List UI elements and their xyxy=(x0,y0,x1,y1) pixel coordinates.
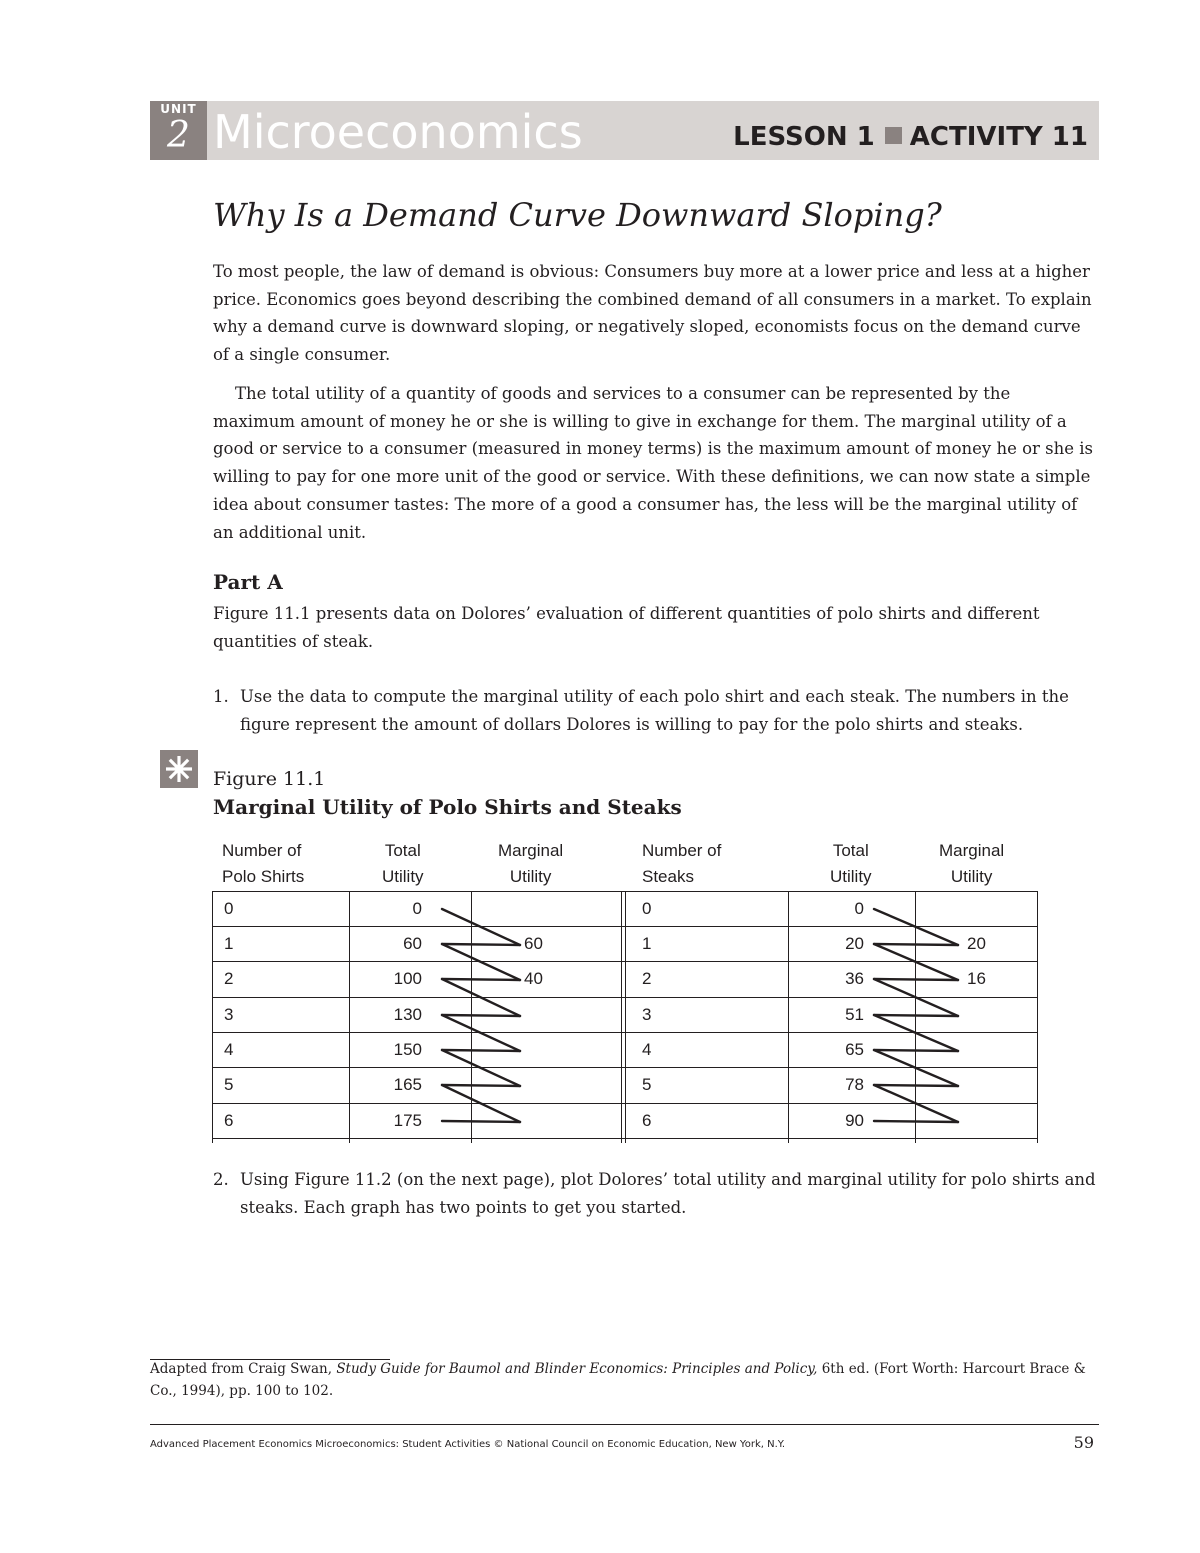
steak-connector-horizontal xyxy=(874,1121,958,1122)
polo-connector-horizontal xyxy=(442,1050,520,1051)
header-steak-total: Total Utility xyxy=(830,841,872,886)
table-cell-steak-tu: 65 xyxy=(845,1040,864,1059)
table-cell-polo-qty: 3 xyxy=(224,1005,234,1024)
footer-text: Advanced Placement Economics Microeconomics: Student Activities © National Council on Economic Education, New York, N.Y. xyxy=(150,1439,786,1450)
polo-connector-horizontal xyxy=(442,944,520,945)
table-cell-polo-tu: 150 xyxy=(393,1040,422,1059)
table-cell-polo-tu: 100 xyxy=(393,969,422,988)
table-cell-polo-tu: 60 xyxy=(403,934,422,953)
unit-label: UNIT xyxy=(160,102,197,116)
table-cell-polo-qty: 5 xyxy=(224,1075,234,1094)
table-cell-polo-tu: 165 xyxy=(393,1075,422,1094)
table-cell-steak-tu: 36 xyxy=(845,969,864,988)
figure-title: Marginal Utility of Polo Shirts and Steaks xyxy=(213,795,682,819)
question-1 xyxy=(213,683,1098,738)
steak-connector-horizontal xyxy=(874,1015,958,1016)
table-cell-steak-mu: 16 xyxy=(967,969,986,988)
page-number: 59 xyxy=(1073,1433,1094,1452)
question-text: Using Figure 11.2 (on the next page), plot Dolores’ total utility and marginal utility for polo shirts and steaks. Each graph has two points to get you started. xyxy=(240,1170,1096,1217)
table-cell-steak-qty: 6 xyxy=(642,1111,652,1130)
table-cell-polo-qty: 0 xyxy=(224,899,234,918)
table-cell-steak-tu: 51 xyxy=(845,1005,864,1024)
table-cell-steak-qty: 4 xyxy=(642,1040,652,1059)
question-text: Use the data to compute the marginal utility of each polo shirt and each steak. The numbers in the figure represent the amount of dollars Dolores is willing to pay for the polo shirts and steaks. xyxy=(240,687,1069,734)
header-steak-marginal: Marginal Utility xyxy=(939,841,1005,886)
table-cell-steak-mu: 20 xyxy=(967,934,986,953)
unit-number: 2 xyxy=(167,115,190,156)
table-cell-steak-tu: 90 xyxy=(845,1111,864,1130)
table-cell-steak-qty: 3 xyxy=(642,1005,652,1024)
part-a-text: Figure 11.1 presents data on Dolores’ evaluation of different quantities of polo shirts and different quantities of steak. xyxy=(213,604,1040,651)
header-polo-qty: Number of Polo Shirts xyxy=(222,841,305,886)
question-2 xyxy=(213,1166,1098,1221)
polo-connector-horizontal xyxy=(442,1085,520,1086)
question-number: 1. xyxy=(213,687,229,706)
question-number: 2. xyxy=(213,1170,229,1189)
table-cell-polo-mu: 60 xyxy=(524,934,543,953)
page-title: Why Is a Demand Curve Downward Sloping? xyxy=(213,196,942,234)
table-cell-polo-tu: 130 xyxy=(393,1005,422,1024)
intro-paragraph-2: The total utility of a quantity of goods and services to a consumer can be represented by the maximum amount of money he or she is willing to give in exchange for them. The marginal utility of a good or service to a consumer (measured in money terms) is the maximum amount of money he or she is willing to pay for one more unit of the good or service. With these definitions, we can now state a simple idea about consumer tastes: The more of a good a consumer has, the less will be the marginal utility of an additional unit. xyxy=(213,384,1094,542)
table-cell-polo-tu: 175 xyxy=(393,1111,422,1130)
header-polo-total: Total Utility xyxy=(382,841,424,886)
unit-title: Microeconomics xyxy=(213,105,583,159)
steak-connector-horizontal xyxy=(874,944,958,945)
square-separator-icon xyxy=(885,127,902,144)
table-cell-steak-qty: 0 xyxy=(642,899,652,918)
polo-connector-horizontal xyxy=(442,979,520,980)
polo-connector-horizontal xyxy=(442,1015,520,1016)
table-cell-steak-tu: 0 xyxy=(854,899,864,918)
header-polo-marginal: Marginal Utility xyxy=(498,841,564,886)
table-cell-steak-qty: 5 xyxy=(642,1075,652,1094)
footer-rule xyxy=(150,1424,1099,1425)
lesson-activity-label xyxy=(733,120,1088,154)
header-steak-qty: Number of Steaks xyxy=(642,841,722,886)
lesson-label: LESSON 1 xyxy=(733,122,875,152)
intro-paragraph-1: To most people, the law of demand is obvious: Consumers buy more at a lower price and less at a higher price. Economics goes beyond describing the combined demand of all consumers in a market. To explain why a demand curve is downward sloping, or negatively sloped, economists focus on the demand curve of a single consumer. xyxy=(213,262,1092,365)
table-cell-polo-qty: 2 xyxy=(224,969,234,988)
steak-connector-horizontal xyxy=(874,1050,958,1051)
table-cell-steak-tu: 78 xyxy=(845,1075,864,1094)
table-cell-polo-qty: 1 xyxy=(224,934,234,953)
part-a-heading: Part A xyxy=(213,570,283,594)
table-cell-polo-qty: 4 xyxy=(224,1040,234,1059)
steak-connector-horizontal xyxy=(874,1085,958,1086)
table-cell-steak-qty: 1 xyxy=(642,934,652,953)
activity-label: ACTIVITY 11 xyxy=(909,122,1088,152)
asterisk-icon xyxy=(160,750,198,788)
table-cell-polo-tu: 0 xyxy=(412,899,422,918)
table-cell-steak-qty: 2 xyxy=(642,969,652,988)
table-cell-polo-mu: 40 xyxy=(524,969,543,988)
table-cell-polo-qty: 6 xyxy=(224,1111,234,1130)
utility-table xyxy=(212,838,1038,1143)
table-cell-steak-tu: 20 xyxy=(845,934,864,953)
figure-label: Figure 11.1 xyxy=(213,768,326,790)
table-grid xyxy=(212,838,1038,1143)
unit-badge xyxy=(150,101,207,160)
footnote: Adapted from Craig Swan, Study Guide for Baumol and Blinder Economics: Principles and Policy, 6th ed. (Fort Worth: Harcourt Brace & Co., 1994), pp. 100 to 102. xyxy=(150,1361,1086,1399)
steak-connector-horizontal xyxy=(874,979,958,980)
polo-connector-horizontal xyxy=(442,1121,520,1122)
